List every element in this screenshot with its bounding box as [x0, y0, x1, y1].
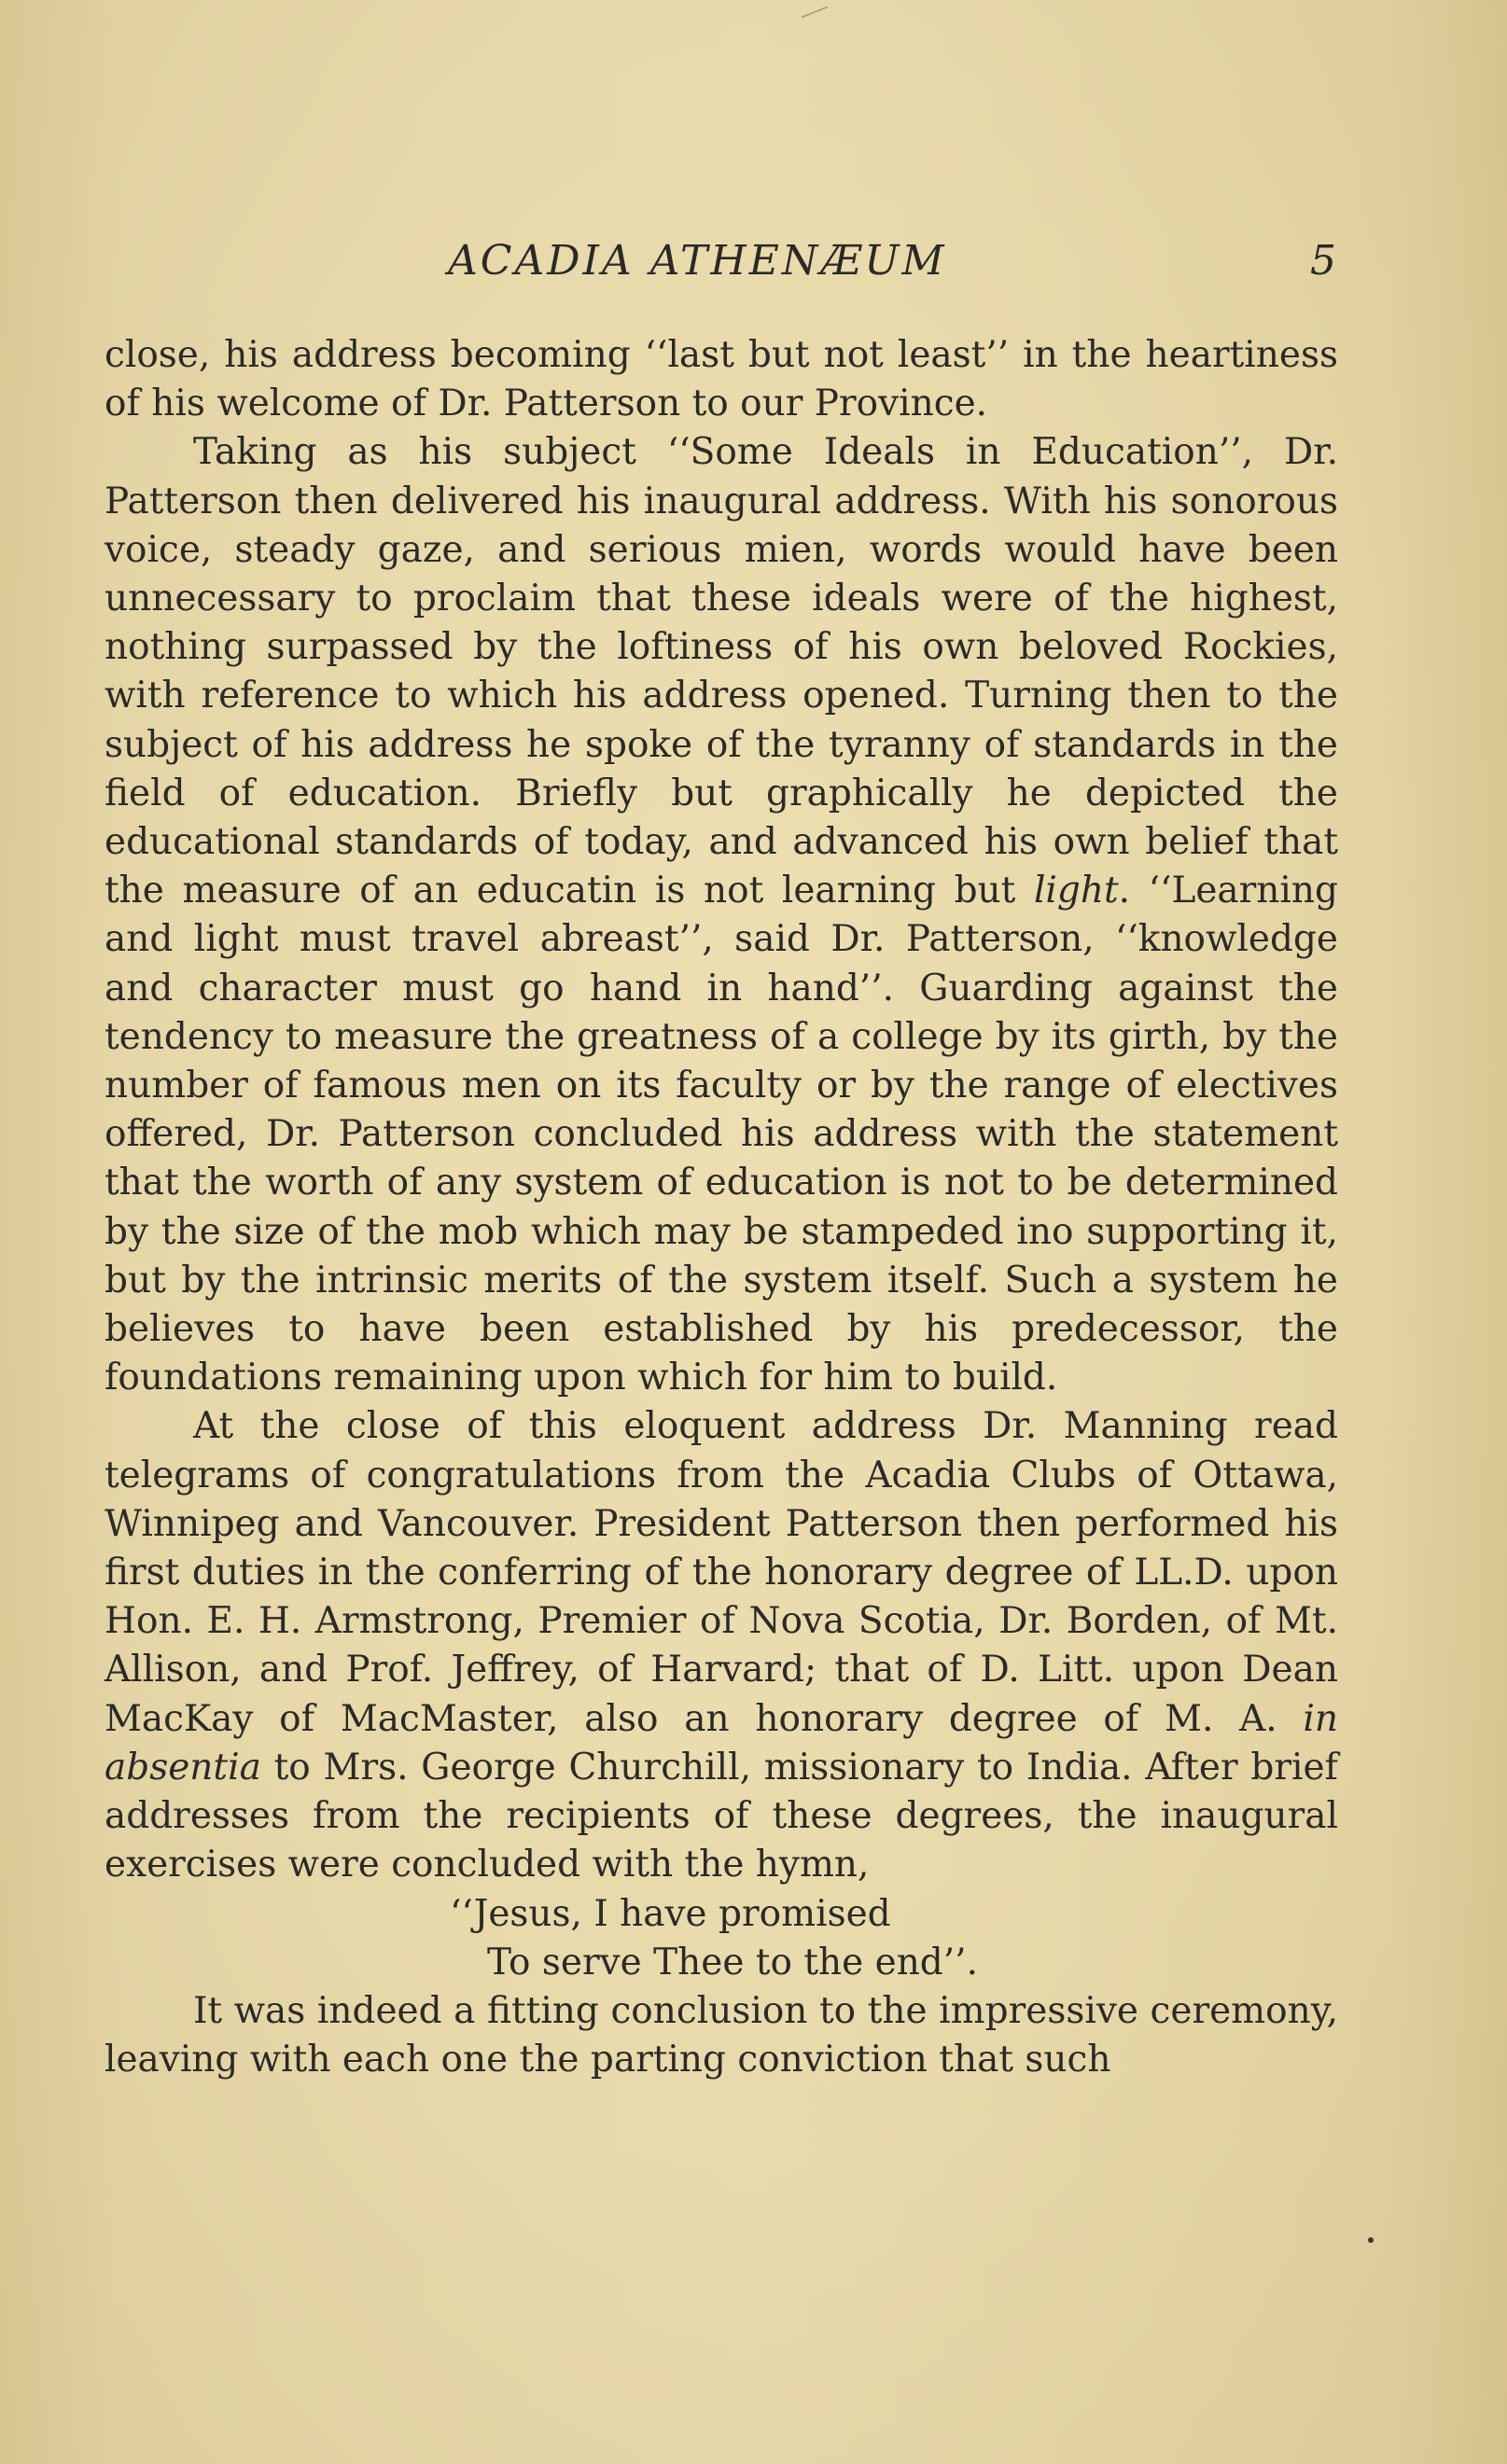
emphasis-light: light: [1033, 870, 1119, 912]
page-header: [0, 237, 1507, 293]
running-title: ACADIA ATHENÆUM: [448, 237, 947, 285]
paragraph-2: [105, 428, 1338, 1402]
ink-mark: [802, 6, 829, 18]
emphasis-in-absentia: in absentia: [105, 1697, 1338, 1789]
paragraph-2-part-1: Taking as his subject ‘‘Some Ideals in Education’’, Dr. Patterson then delivered his inaugural address. With his sonorous voice, steady gaze, and serious mien, words would have been unnecessary to proclaim that these ideals were of the highest, nothing surpassed by the loftiness of his own beloved Rockies, with reference to which his address opened. Turning then to the subject of his address he spoke of the tyranny of standards in the field of education. Briefly but graphically he depicted the educational standards of today, and advanced his own belief that the measure of an educatin is not learning but: [105, 431, 1338, 912]
paragraph-3-part-2: to Mrs. George Churchill, missionary to India. After brief addresses from the recipients of these degrees, the inaugural exercises were concluded with the hymn,: [105, 1746, 1338, 1886]
paragraph-3: [105, 1402, 1338, 1889]
paragraph-3-part-1: At the close of this eloquent address Dr. Manning read telegrams of congratulations from the Acadia Clubs of Ottawa, Winnipeg and Vancouver. President Patterson then performed his first duties in the conferring of the honorary degree of LL.D. upon Hon. E. H. Armstrong, Premier of Nova Scotia, Dr. Borden, of Mt. Allison, and Prof. Jeffrey, of Harvard; that of D. Litt. upon Dean MacKay of MacMaster, also an honorary degree of M. A.: [105, 1405, 1338, 1740]
hymn-line-1: ‘‘Jesus, I have promised: [450, 1892, 891, 1935]
article-body: [105, 331, 1338, 2084]
hymn-line-2: To serve Thee to the end’’.: [487, 1941, 978, 1984]
hymn-quote: [105, 1890, 1338, 1987]
paragraph-1: close, his address becoming ‘‘last but not least’’ in the heartiness of his welcome of Dr. Patterson to our Province.: [105, 334, 1338, 425]
paragraph-4: It was indeed a fitting conclusion to the impressive ceremony, leaving with each one the parting conviction that such: [105, 1989, 1338, 2081]
stray-ink-dot: [1368, 2237, 1374, 2243]
paragraph-2-part-2: . ‘‘Learning and light must travel abreast’’, said Dr. Patterson, ‘‘knowledge and character must go hand in hand’’. Guarding against the tendency to measure the greatness of a college by its girth, by the number of famous men on its faculty or by the range of electives offered, Dr. Patterson concluded his address with the statement that the worth of any system of education is not to be determined by the size of the mob which may be stampeded ino supporting it, but by the intrinsic merits of the system itself. Such a system he believes to have been established by his predecessor, the foundations remaining upon which for him to build.: [105, 870, 1338, 1399]
page-number: 5: [1310, 237, 1336, 285]
